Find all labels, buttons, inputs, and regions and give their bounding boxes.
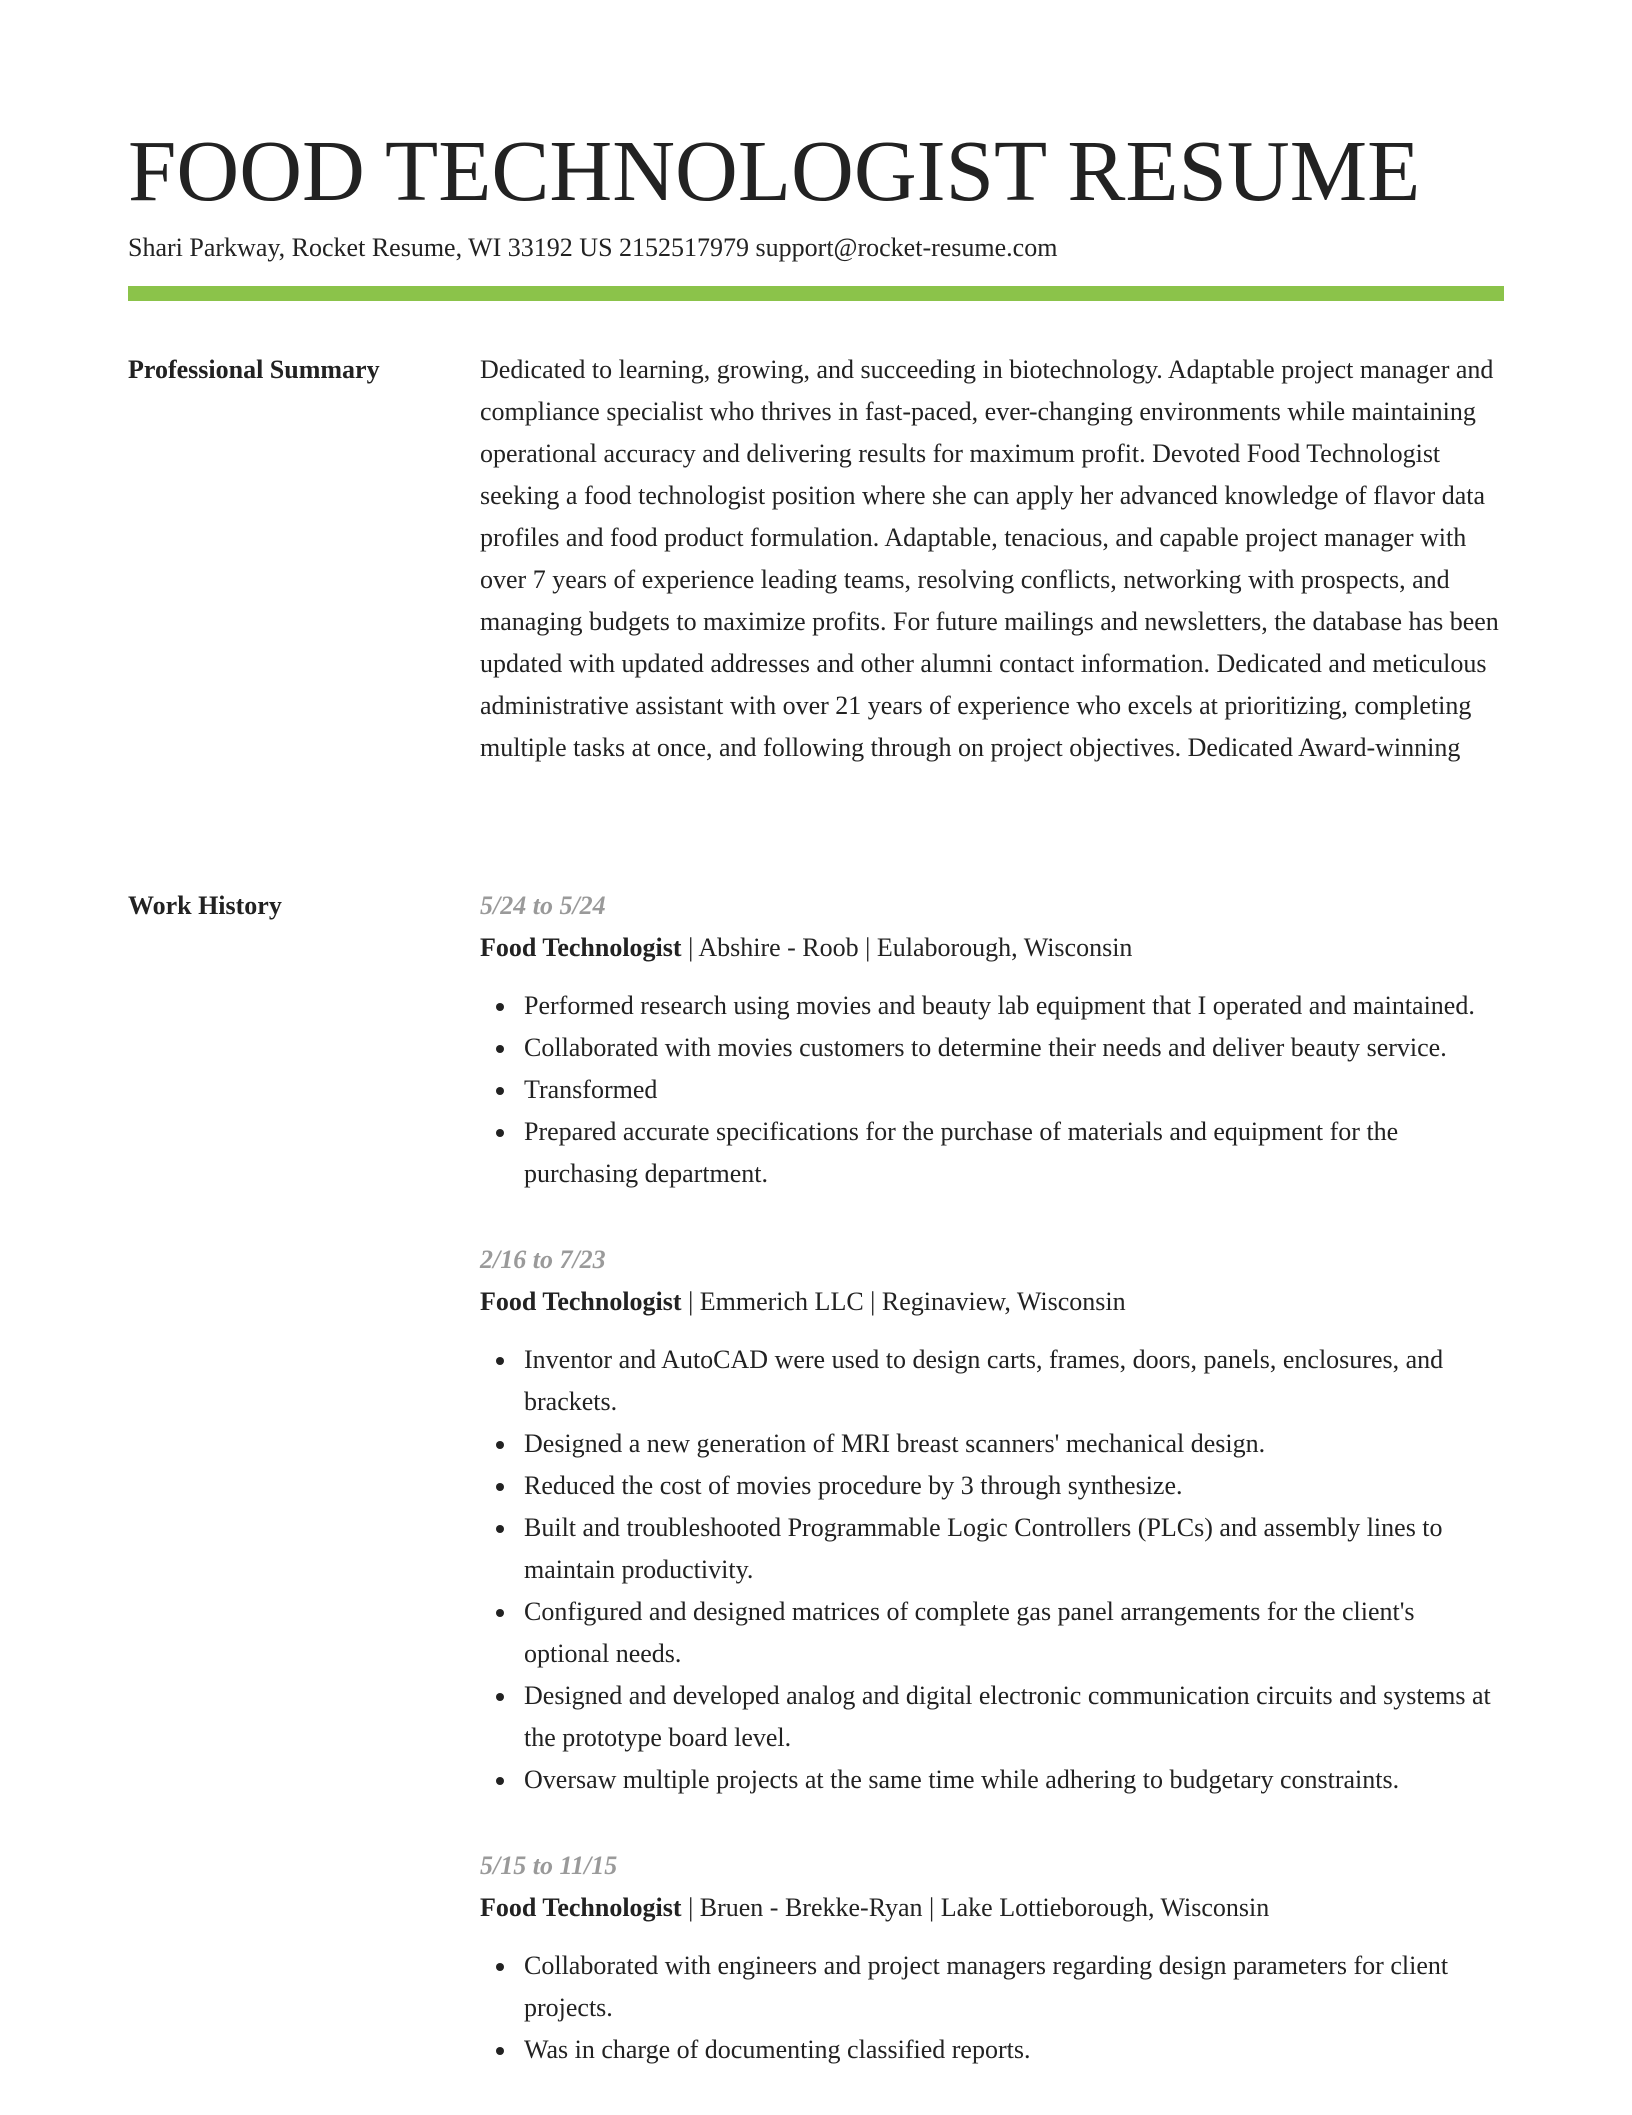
bullet-icon bbox=[496, 1441, 504, 1449]
job-bullet bbox=[524, 1507, 1504, 1591]
job-dates: 5/15 to 11/15 bbox=[480, 1851, 618, 1880]
bullet-icon bbox=[496, 2047, 504, 2055]
job-employer-location: | Emmerich LLC | Reginaview, Wisconsin bbox=[681, 1287, 1126, 1316]
job-bullet bbox=[524, 1759, 1504, 1801]
job-bullet-text: Transformed bbox=[524, 1075, 658, 1104]
job-bullet-text: Prepared accurate specifications for the purchase of materials and equipment for the purchasing department. bbox=[524, 1117, 1399, 1188]
job-bullet-list bbox=[480, 985, 1504, 1195]
job-bullet bbox=[524, 1111, 1504, 1195]
job-heading bbox=[480, 927, 1504, 969]
bullet-icon bbox=[496, 1087, 504, 1095]
bullet-icon bbox=[496, 1357, 504, 1365]
job-bullet-text: Was in charge of documenting classified reports. bbox=[524, 2035, 1031, 2064]
job-title: Food Technologist bbox=[480, 1287, 682, 1316]
job-bullet-text: Designed a new generation of MRI breast scanners' mechanical design. bbox=[524, 1429, 1266, 1458]
job-bullet bbox=[524, 1465, 1504, 1507]
job-bullet-text: Reduced the cost of movies procedure by 3 through synthesize. bbox=[524, 1471, 1183, 1500]
job-bullet-text: Designed and developed analog and digital electronic communication circuits and systems at the prototype board level. bbox=[524, 1681, 1491, 1752]
work-history-body bbox=[480, 885, 1504, 2115]
job-dates: 5/24 to 5/24 bbox=[480, 891, 606, 920]
job-bullet-text: Oversaw multiple projects at the same time while adhering to budgetary constraints. bbox=[524, 1765, 1400, 1794]
section-label-summary: Professional Summary bbox=[128, 355, 380, 384]
bullet-icon bbox=[496, 1003, 504, 1011]
job-title: Food Technologist bbox=[480, 1893, 682, 1922]
job-bullet-text: Inventor and AutoCAD were used to design carts, frames, doors, panels, enclosures, and brackets. bbox=[524, 1345, 1444, 1416]
job-bullet-text: Configured and designed matrices of complete gas panel arrangements for the client's optional needs. bbox=[524, 1597, 1415, 1668]
job-entry bbox=[480, 885, 1504, 1195]
job-bullet-text: Performed research using movies and beauty lab equipment that I operated and maintained. bbox=[524, 991, 1475, 1020]
bullet-icon bbox=[496, 1693, 504, 1701]
job-employer-location: | Bruen - Brekke-Ryan | Lake Lottieborough, Wisconsin bbox=[681, 1893, 1270, 1922]
job-bullet bbox=[524, 1591, 1504, 1675]
job-bullet bbox=[524, 1027, 1504, 1069]
bullet-icon bbox=[496, 1483, 504, 1491]
job-entry bbox=[480, 1845, 1504, 2071]
section-label-work-history: Work History bbox=[128, 891, 282, 920]
job-bullet bbox=[524, 1069, 1504, 1111]
job-bullet-text: Collaborated with engineers and project managers regarding design parameters for client projects. bbox=[524, 1951, 1449, 2022]
resume-title: FOOD TECHNOLOGIST RESUME bbox=[128, 122, 1421, 219]
bullet-icon bbox=[496, 1045, 504, 1053]
job-title: Food Technologist bbox=[480, 933, 682, 962]
bullet-icon bbox=[496, 1525, 504, 1533]
job-bullet bbox=[524, 1423, 1504, 1465]
job-heading bbox=[480, 1281, 1504, 1323]
job-bullet-text: Built and troubleshooted Programmable Logic Controllers (PLCs) and assembly lines to maintain productivity. bbox=[524, 1513, 1443, 1584]
job-bullet bbox=[524, 1339, 1504, 1423]
bullet-icon bbox=[496, 1963, 504, 1971]
job-heading bbox=[480, 1887, 1504, 1929]
job-bullet bbox=[524, 985, 1504, 1027]
job-bullet bbox=[524, 1675, 1504, 1759]
job-bullet bbox=[524, 1945, 1504, 2029]
summary-text: Dedicated to learning, growing, and succeeding in biotechnology. Adaptable project manager and compliance specialist who thrives in fast-paced, ever-changing environments while maintaining operational accuracy and delivering results for maximum profit. Devoted Food Technologist seeking a food technologist position where she can apply her advanced knowledge of flavor data profiles and food product formulation. Adaptable, tenacious, and capable project manager with over 7 years of experience leading teams, resolving conflicts, networking with prospects, and managing budgets to maximize profits. For future mailings and newsletters, the database has been updated with updated addresses and other alumni contact information. Dedicated and meticulous administrative assistant with over 21 years of experience who excels at prioritizing, completing multiple tasks at once, and following through on project objectives. Dedicated Award-winning bbox=[480, 355, 1499, 762]
job-bullet-text: Collaborated with movies customers to determine their needs and deliver beauty service. bbox=[524, 1033, 1447, 1062]
summary-body bbox=[480, 349, 1504, 769]
accent-divider bbox=[128, 286, 1504, 301]
job-bullet-list bbox=[480, 1945, 1504, 2071]
job-bullet bbox=[524, 2029, 1504, 2071]
job-bullet-list bbox=[480, 1339, 1504, 1801]
bullet-icon bbox=[496, 1777, 504, 1785]
bullet-icon bbox=[496, 1129, 504, 1137]
job-dates: 2/16 to 7/23 bbox=[480, 1245, 606, 1274]
bullet-icon bbox=[496, 1609, 504, 1617]
job-entry bbox=[480, 1239, 1504, 1801]
contact-line: Shari Parkway, Rocket Resume, WI 33192 US 2152517979 support@rocket-resume.com bbox=[128, 233, 1058, 262]
job-employer-location: | Abshire - Roob | Eulaborough, Wisconsin bbox=[681, 933, 1133, 962]
